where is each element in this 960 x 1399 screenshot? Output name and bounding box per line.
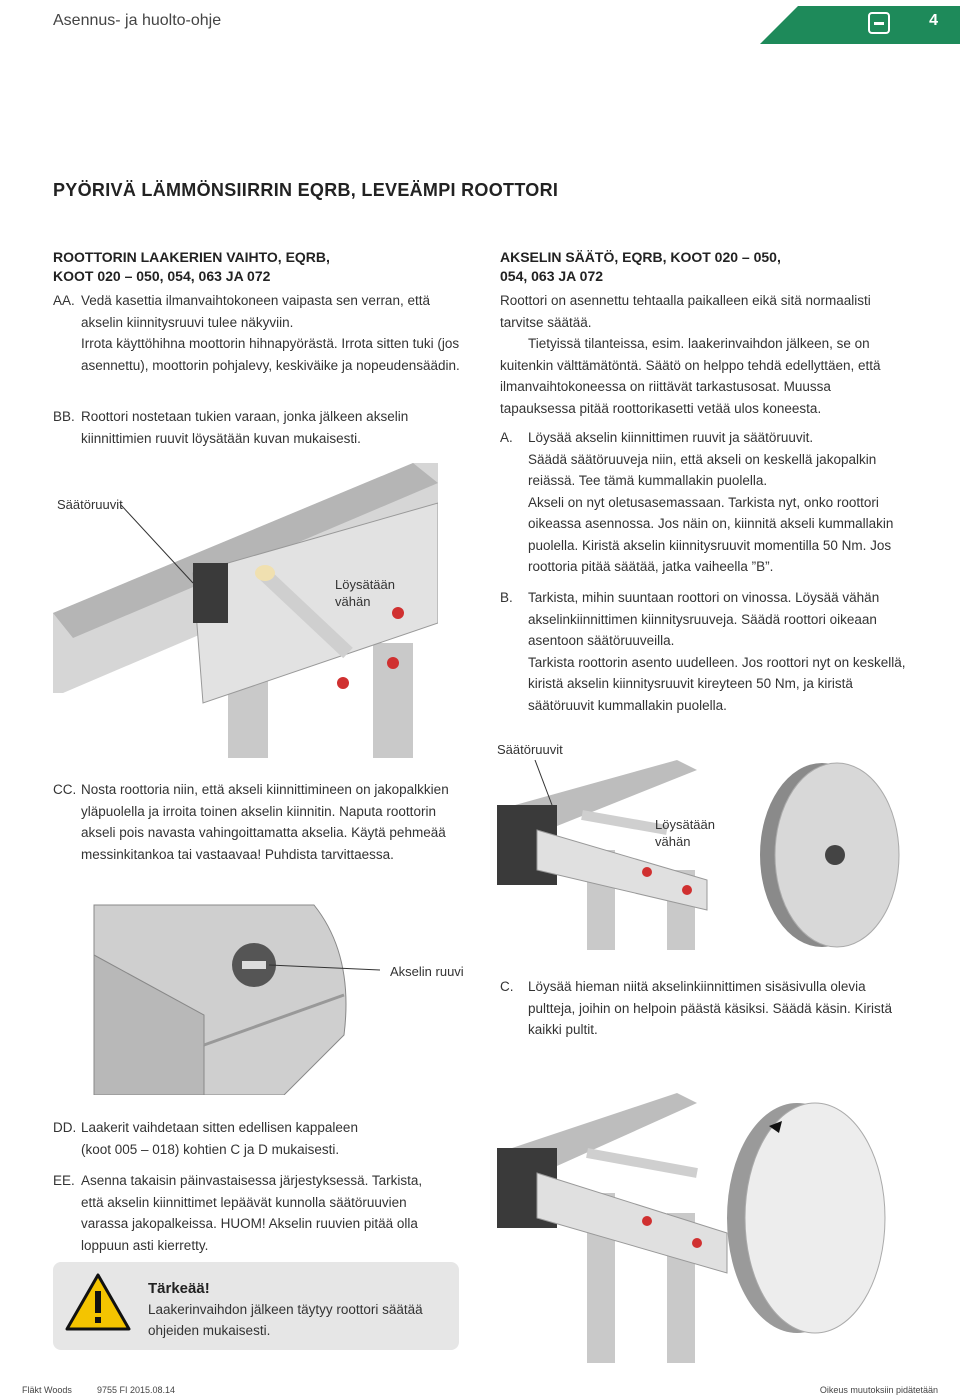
fig3-label-screws: Säätöruuvit: [497, 742, 563, 757]
right-section-title: AKSELIN SÄÄTÖ, EQRB, KOOT 020 – 050, 054, 063 JA 072: [500, 249, 781, 284]
page-number: 4: [929, 12, 938, 29]
step-c: C. Löysää hieman niitä akselinkiinnittimen sisäsivulla olevia pultteja, joihin on helpoin päästä käsiksi. Säädä käsin. Kiristä kaikki pultit.: [500, 976, 910, 1046]
step-dd-text: Laakerit vaihdetaan sitten edellisen kappaleen (koot 005 – 018) kohtien C ja D mukaisesti.: [81, 1120, 358, 1157]
right-intro-1: Roottori on asennettu tehtaalla paikalleen eikä sitä normaalisti tarvitse säätää.: [500, 293, 871, 330]
footer-doc-id: 9755 FI 2015.08.14: [97, 1385, 176, 1395]
step-bb: BB. Roottori nostetaan tukien varaan, jonka jälkeen akselin kiinnittimien ruuvit löysätään kuvan mukaisesti.: [53, 406, 473, 456]
step-dd: DD. Laakerit vaihdetaan sitten edellisen kappaleen (koot 005 – 018) kohtien C ja D mukaisesti.: [53, 1117, 473, 1162]
footer-rights: Oikeus muutoksiin pidätetään: [819, 1385, 938, 1395]
step-aa: AA. Vedä kasettia ilmanvaihtokoneen vaipasta sen verran, että akselin kiinnitysruuvi tulee näkyviin. Irrota käyttöhihna moottorin hihnapyörästä. Irrota sitten tuki (jos asennettu), moottorin pohjalevy, keskiväike ja nopeudensäädin.: [53, 290, 473, 440]
step-bb-text: Roottori nostetaan tukien varaan, jonka jälkeen akselin kiinnittimien ruuvit löysätään kuvan mukaisesti.: [81, 409, 409, 446]
left-section-title: ROOTTORIN LAAKERIEN VAIHTO, EQRB, KOOT 020 – 050, 054, 063 JA 072: [53, 249, 330, 284]
fig2-label-shaft-screw: Akselin ruuvi: [390, 964, 464, 979]
step-cc-text: Nosta roottoria niin, että akseli kiinnittimineen on jakopalkkien yläpuolella ja irroita toinen akselin kiinnitin. Naputa roottorin akseli pois navasta vahingoittamatta akselia. Käytä pehmeää messinkitankoa tai vastaavaa! Puhdista tarvittaessa.: [81, 782, 449, 862]
warning-title: Tärkeää!: [148, 1280, 210, 1297]
footer-company: Fläkt Woods: [22, 1385, 72, 1395]
fig3-label-loosen: Löysätään vähän: [655, 817, 715, 849]
step-c-text: Löysää hieman niitä akselinkiinnittimen sisäsivulla olevia pultteja, joihin on helpoin päästä käsiksi. Säädä käsin. Kiristä kaikki pultit.: [528, 979, 892, 1037]
right-intro: [500, 290, 900, 419]
step-a-text-3: Akseli on nyt oletusasemassaan. Tarkista nyt, onko roottori oikeassa asennossa. Jos näin on, kiinnitä akseli kummallakin puolella. Kiristä akselin kiinnitysruuvit momentilla 50 Nm. Jos roottoria pitää säätää, jatka vaiheella ”B”.: [528, 494, 894, 574]
step-ee: EE. Asenna takaisin päinvastaisessa järjestyksessä. Tarkista, että akselin kiinnittimet lepäävät kunnolla säätöruuvien varassa jakopalkeissa. HUOM! Akselin ruuvien pitää olla loppuun asti kierretty.: [53, 1170, 473, 1260]
figure-rotor-adjustment: [497, 1093, 909, 1363]
step-b-text-1: Tarkista, mihin suuntaan roottori on vinossa. Löysää vähän akselinkiinnittimen kiinnitysruuveja. Säädä roottori oikeaan asentoon säätöruuveilla.: [528, 590, 880, 648]
fig1-label-loosen: Löysätään vähän: [335, 577, 395, 609]
warning-triangle-icon: [65, 1273, 131, 1331]
step-aa-text-1: Vedä kasettia ilmanvaihtokoneen vaipasta sen verran, että akselin kiinnitysruuvi tulee näkyviin.: [81, 293, 430, 330]
step-aa-text-2: Irrota käyttöhihna moottorin hihnapyörästä. Irrota sitten tuki (jos asennettu), moottorin pohjalevy, keskiväike ja nopeudensäädin.: [81, 336, 460, 373]
warning-text: Laakerinvaihdon jälkeen täytyy roottori säätää ohjeiden mukaisesti.: [148, 1302, 423, 1338]
step-a-text-2: Säädä säätöruuveja niin, että akseli on keskellä jakopalkin reiässä. Tee tämä kummallakin puolella.: [528, 451, 877, 488]
figure-shaft-screw: [84, 895, 380, 1095]
right-intro-2: Tietyissä tilanteissa, esim. laakerinvaihdon jälkeen, se on kuitenkin välttämätöntä. Säätö on helppo tehdä edellyttäen, että ilmanvaihtokoneessa on riittävät tarkastusosat. Muussa tapauksessa pitää roottorikasetti vetää ulos koneesta.: [500, 336, 881, 416]
step-b-text-2: Tarkista roottorin asento uudelleen. Jos roottori nyt on keskellä, kiristä akselin kiinnitysruuvit kireyteen 50 Nm, ja kiristä säätöruuvit kummallakin puolella.: [528, 654, 906, 713]
step-cc: CC. Nosta roottoria niin, että akseli kiinnittimineen on jakopalkkien yläpuolella ja irroita toinen akselin kiinnitin. Naputa roottorin akseli pois navasta vahingoittamatta akselia. Käytä pehmeää messinkitankoa tai vastaavaa! Puhdista tarvittaessa.: [53, 779, 473, 889]
step-a-text-1: Löysää akselin kiinnittimen ruuvit ja säätöruuvit.: [528, 430, 814, 445]
step-b: B. Tarkista, mihin suuntaan roottori on vinossa. Löysää vähän akselinkiinnittimen kiinnitysruuveja. Säädä roottori oikeaan asentoon säätöruuveilla. Tarkista roottorin asento uudelleen. Jos roottori nyt on keskellä, kiristä akselin kiinnitysruuvit kireyteen 50 Nm, ja kiristä säätöruuvit kummallakin puolella.: [500, 587, 910, 717]
document-title: Asennus- ja huolto-ohje: [53, 12, 222, 29]
page-title: PYÖRIVÄ LÄMMÖNSIIRRIN EQRB, LEVEÄMPI ROOTTORI: [53, 180, 559, 200]
figure-adjusting-screws-2: [497, 760, 909, 950]
company-logo-icon: [868, 12, 890, 34]
fig1-label-screws: Säätöruuvit: [57, 497, 123, 512]
step-ee-text: Asenna takaisin päinvastaisessa järjestyksessä. Tarkista, että akselin kiinnittimet lepäävät kunnolla säätöruuvien varassa jakopalkeissa. HUOM! Akselin ruuvien pitää olla loppuun asti kierretty.: [81, 1173, 423, 1253]
step-a: A. Löysää akselin kiinnittimen ruuvit ja säätöruuvit. Säädä säätöruuveja niin, että akseli on keskellä jakopalkin reiässä. Tee tämä kummallakin puolella. Akseli on nyt oletusasemassaan. Tarkista nyt, onko roottori oikeassa asennossa. Jos näin on, kiinnitä akseli kummallakin puolella. Kiristä akselin kiinnitysruuvit momentilla 50 Nm. Jos roottoria pitää säätää, jatka vaiheella ”B”.: [500, 427, 910, 577]
